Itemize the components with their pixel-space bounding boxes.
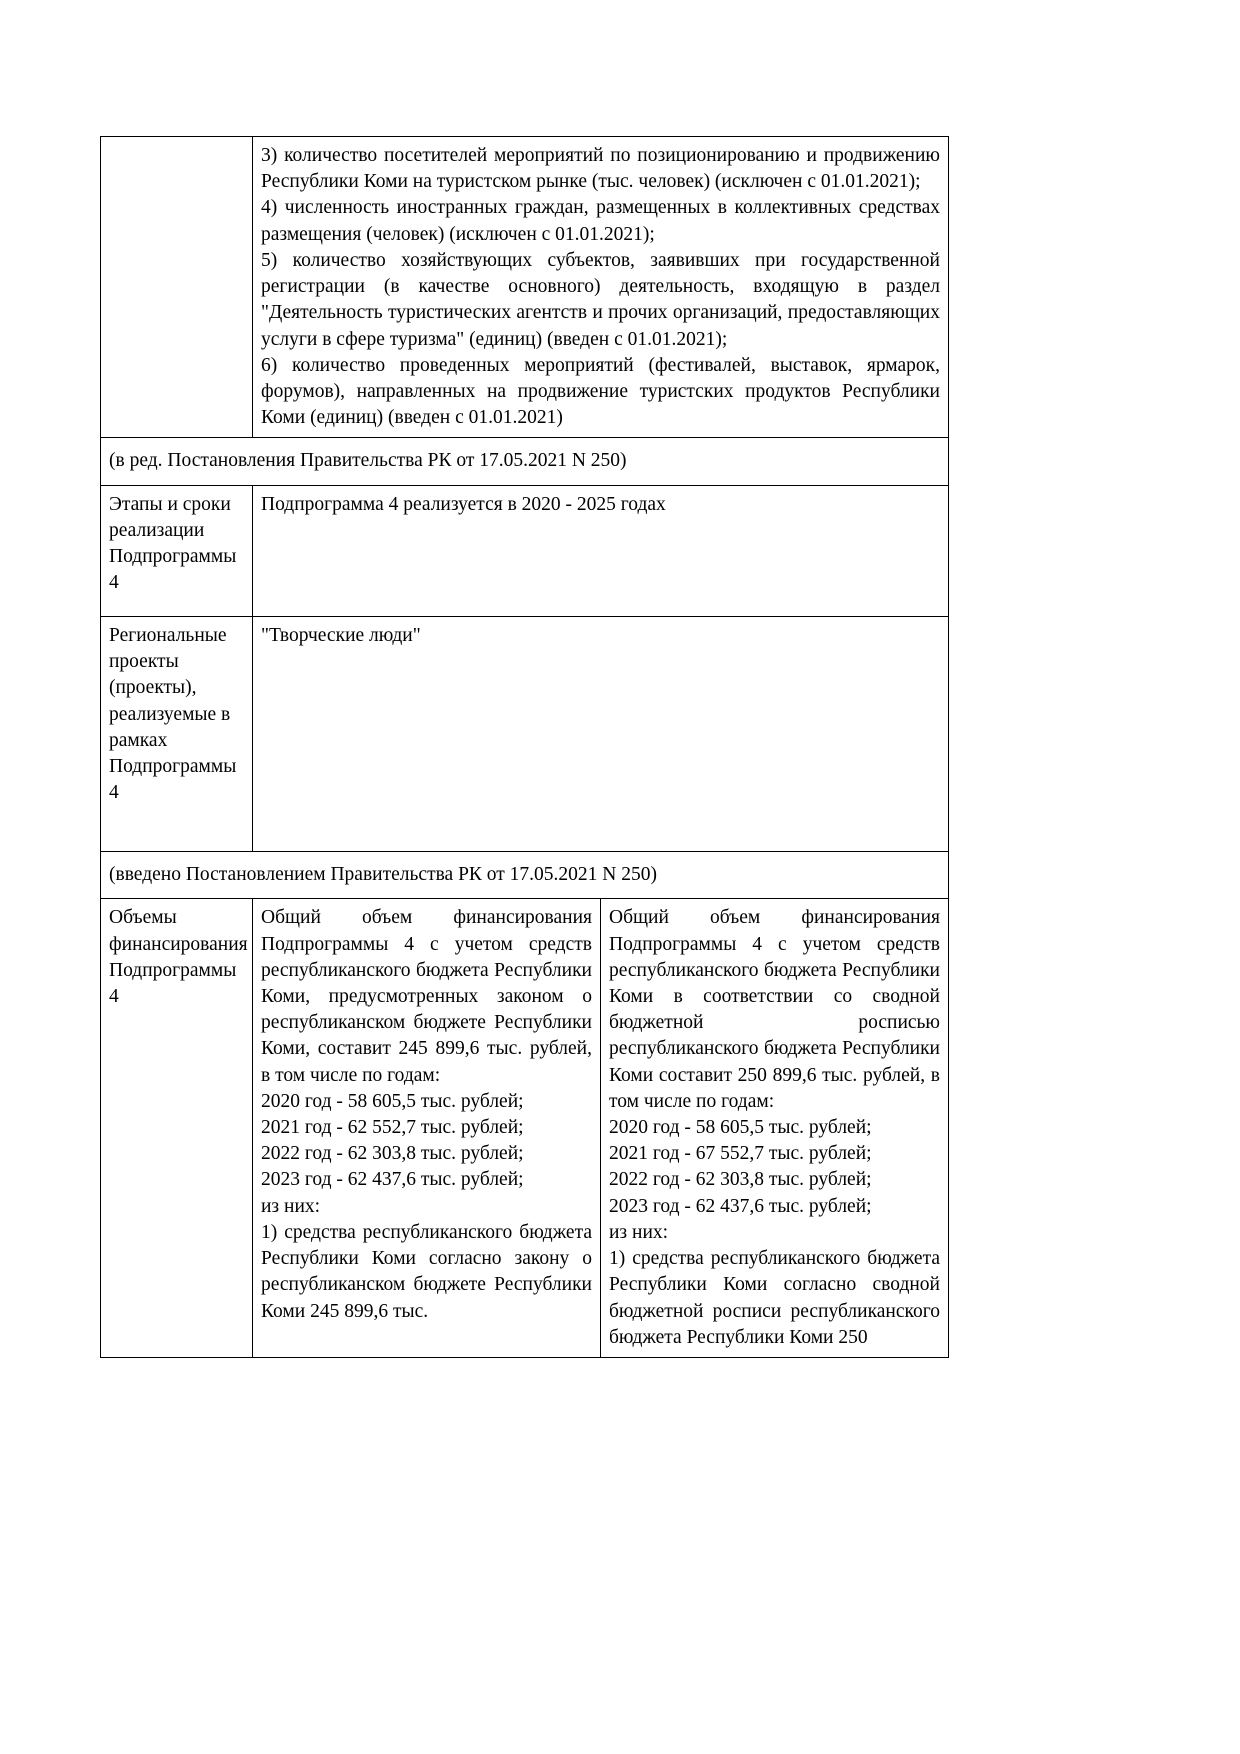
subprogram-specification-table <box>100 136 949 1358</box>
funding-law-item-1: 1) средства республиканского бюджета Республики Коми согласно закону о республиканском бюджете Республики Коми 245 899,6 тыс. <box>261 1221 592 1322</box>
table-row <box>101 438 949 485</box>
indicator-item-6: 6) количество проведенных мероприятий (фестивалей, выставок, ярмарок, форумов), направленных на продвижение туристских продуктов Республики Коми (единиц) (введен с 01.01.2021) <box>261 354 940 429</box>
funding-law-intro: Общий объем финансирования Подпрограммы 4 с учетом средств республиканского бюджета Республики Коми, предусмотренных законом о республиканском бюджете Республики Коми, составит 245 899,6 тыс. рублей, в том числе по годам: <box>261 907 592 1086</box>
table-row <box>101 137 949 438</box>
row-label-indicators <box>101 137 253 438</box>
table-row <box>101 616 949 851</box>
table-row <box>101 899 949 1358</box>
table-row <box>101 485 949 616</box>
funding-law-year-2020: 2020 год - 58 605,5 тыс. рублей; <box>261 1090 524 1112</box>
funding-law-year-2022: 2022 год - 62 303,8 тыс. рублей; <box>261 1143 524 1165</box>
funding-law-of-which: из них: <box>261 1195 321 1217</box>
funding-schedule-of-which: из них: <box>609 1221 669 1243</box>
row-label-funding: Объемы финансирования Подпрограммы 4 <box>101 899 253 1358</box>
funding-schedule-year-2020: 2020 год - 58 605,5 тыс. рублей; <box>609 1117 872 1139</box>
funding-schedule-item-1: 1) средства республиканского бюджета Республики Коми согласно сводной бюджетной росписи республиканского бюджета Республики Коми 250 <box>609 1248 940 1348</box>
funding-law-year-2023: 2023 год - 62 437,6 тыс. рублей; <box>261 1169 524 1191</box>
row-label-stages: Этапы и сроки реализации Подпрограммы 4 <box>101 485 253 616</box>
funding-column-schedule <box>601 899 949 1358</box>
stages-text: Подпрограмма 4 реализуется в 2020 - 2025 годах <box>261 493 666 515</box>
amendment-note-1: (в ред. Постановления Правительства РК от 17.05.2021 N 250) <box>101 438 949 485</box>
funding-schedule-year-2023: 2023 год - 62 437,6 тыс. рублей; <box>609 1195 872 1217</box>
funding-schedule-year-2022: 2022 год - 62 303,8 тыс. рублей; <box>609 1169 872 1191</box>
regional-projects-text: "Творческие люди" <box>261 624 421 646</box>
table-row <box>101 852 949 899</box>
row-label-regional-projects: Региональные проекты (проекты), реализуемые в рамках Подпрограммы 4 <box>101 616 253 851</box>
amendment-note-2: (введено Постановлением Правительства РК от 17.05.2021 N 250) <box>101 852 949 899</box>
funding-law-year-2021: 2021 год - 62 552,7 тыс. рублей; <box>261 1117 524 1139</box>
indicator-item-3: 3) количество посетителей мероприятий по позиционированию и продвижению Республики Коми на туристском рынке (тыс. человек) (исключен с 01.01.2021); <box>261 145 940 193</box>
funding-column-law <box>253 899 601 1358</box>
cell-spacer <box>261 518 940 610</box>
row-body-stages <box>253 485 949 616</box>
row-body-indicators <box>253 137 949 438</box>
indicator-item-4: 4) численность иностранных граждан, размещенных в коллективных средствах размещения (человек) (исключен с 01.01.2021); <box>261 197 940 245</box>
funding-schedule-year-2021: 2021 год - 67 552,7 тыс. рублей; <box>609 1143 872 1165</box>
funding-schedule-intro: Общий объем финансирования Подпрограммы 4 с учетом средств республиканского бюджета Республики Коми в соответствии со сводной бюджетной росписью республиканского бюджета Республики Коми составит 250 899,6 тыс. рублей, в том числе по годам: <box>609 907 940 1112</box>
cell-spacer <box>261 649 940 845</box>
indicator-item-5: 5) количество хозяйствующих субъектов, заявивших при государственной регистрации (в качестве основного) деятельность, входящую в раздел "Деятельность туристических агентств и прочих организаций, предоставляющих услуги в сфере туризма" (единиц) (введен с 01.01.2021); <box>261 249 940 350</box>
row-body-regional-projects <box>253 616 949 851</box>
